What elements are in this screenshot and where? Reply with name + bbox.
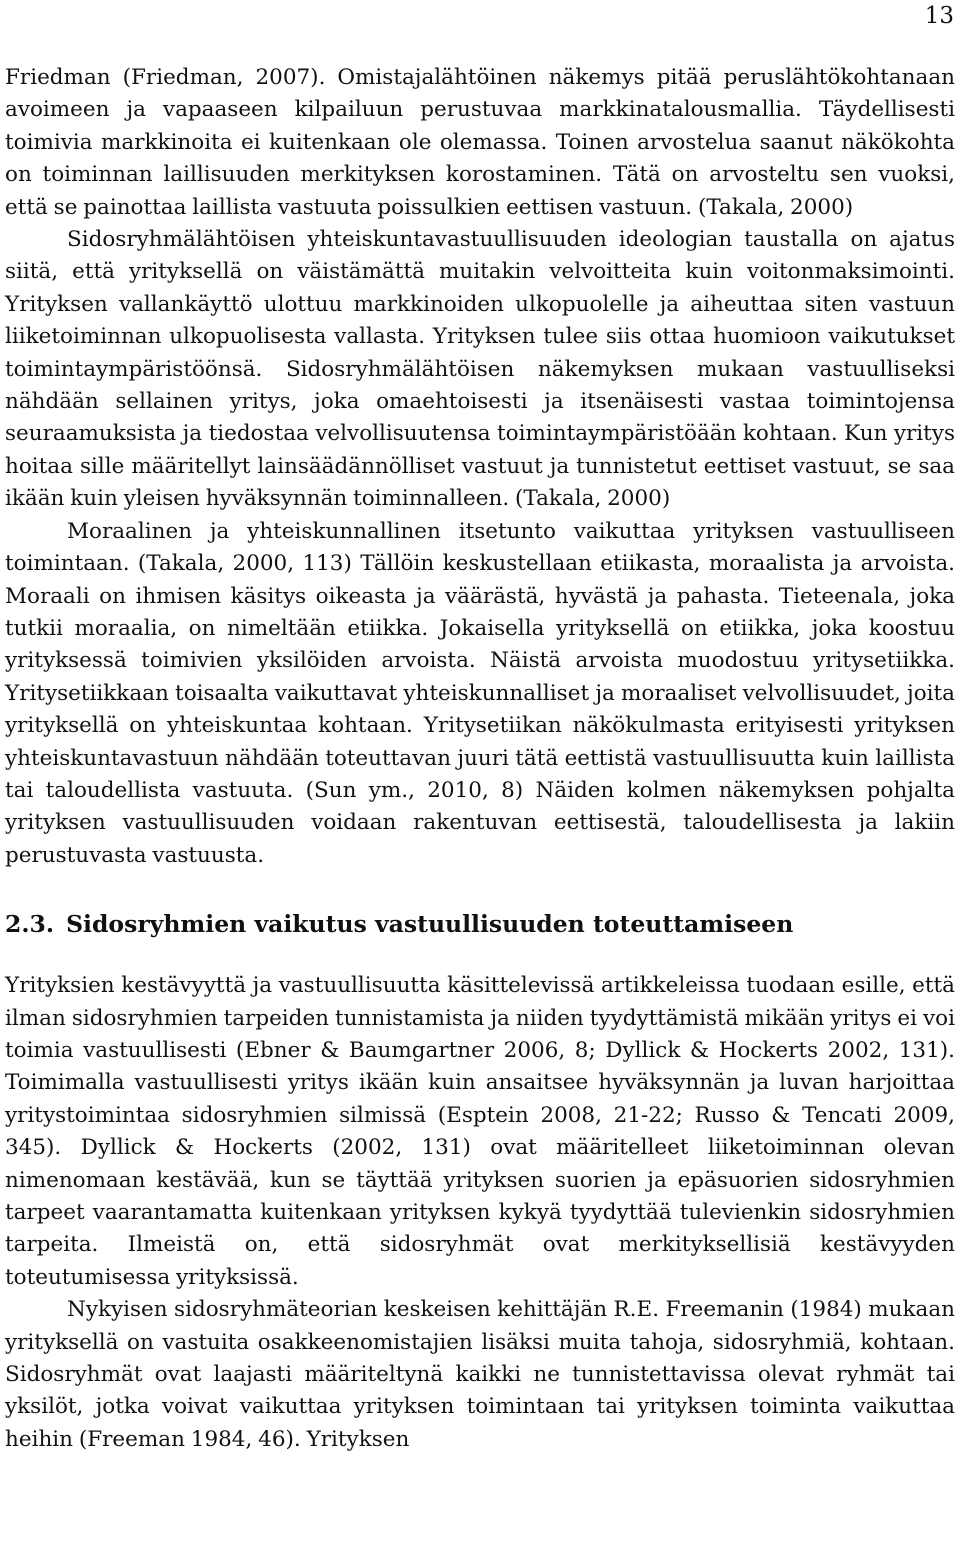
paragraph-sidosryhmalahtoinen: Sidosryhmälähtöisen yhteiskuntavastuullisuuden ideologian taustalla on ajatus siitä, että yrityksellä on väistämättä muitakin velvoitteita kuin voitonmaksimointi. Yrityksen vallankäyttö ulottuu markkinoiden ulkopuolelle ja aiheuttaa siten vastuun liiketoiminnan ulkopuolisesta vallasta. Yrityksen tulee siis ottaa huomioon vaikutukset toimintaympäristöönsä. Sidosryhmälähtöisen näkemyksen mukaan vastuulliseksi nähdään sellainen yritys, joka omaehtoisesti ja itsenäisesti vastaa toimintojensa seuraamuksista ja tiedostaa velvollisuutensa toimintaympäristöään kohtaan. Kun yritys hoitaa sille määritellyt lainsäädännölliset vastuut ja tunnistetut eettiset vastuut, se saa ikään kuin yleisen hyväksynnän toiminnalleen. (Takala, 2000) [5,227,955,512]
section-heading [5,908,955,940]
paragraph-kestavyys: Yrityksien kestävyyttä ja vastuullisuutta käsittelevissä artikkeleissa tuodaan esille, että ilman sidosryhmien tarpeiden tunnistamista ja niiden tyydyttämistä mikään yritys ei voi toimia vastuullisesti (Ebner & Baumgartner 2006, 8; Dyllick & Hockerts 2002, 131). Toimimalla vastuullisesti yritys ikään kuin ansaitsee hyväksynnän ja luvan harjoittaa yritystoimintaa sidosryhmien silmissä (Esptein 2008, 21-22; Russo & Tencati 2009, 345). Dyllick & Hockerts (2002, 131) ovat määritelleet liiketoiminnan olevan nimenomaan kestävää, kun se täyttää yrityksen suorien ja epäsuorien sidosryhmien tarpeet vaarantamatta kuitenkaan yrityksen kykyä tyydyttää tulevienkin sidosryhmien tarpeita. Ilmeistä on, että sidosryhmät ovat merkityksellisiä kestävyyden toteutumisessa yrityksissä. [5,973,955,1290]
paragraph-omistajalahtoinen: Friedman (Friedman, 2007). Omistajalähtöinen näkemys pitää peruslähtökohtanaan avoimeen ja vapaaseen kilpailuun perustuvaa markkinatalousmallia. Täydellisesti toimivia markkinoita ei kuitenkaan ole olemassa. Toinen arvostelua saanut näkökohta on toiminnan laillisuuden merkityksen korostaminen. Tätä on arvosteltu sen vuoksi, että se painottaa laillista vastuuta poissulkien eettisen vastuun. (Takala, 2000) [5,65,955,220]
paragraph-moraalinen: Moraalinen ja yhteiskunnallinen itsetunto vaikuttaa yrityksen vastuulliseen toimintaan. (Takala, 2000, 113) Tällöin keskustellaan etiikasta, moraalista ja arvoista. Moraali on ihmisen käsitys oikeasta ja väärästä, hyvästä ja pahasta. Tieteenala, joka tutkii moraalia, on nimeltään etiikka. Jokaisella yrityksellä on etiikka, joka koostuu yrityksessä toimivien yksilöiden arvoista. Näistä arvoista muodostuu yritysetiikka. Yritysetiikkaan toisaalta vaikuttavat yhteiskunnalliset ja moraaliset velvollisuudet, joita yrityksellä on yhteiskuntaa kohtaan. Yritysetiikan näkökulmasta erityisesti yrityksen yhteiskuntavastuun nähdään toteuttavan juuri tätä eettistä vastuullisuutta kuin laillista tai taloudellista vastuuta. (Sun ym., 2010, 8) Näiden kolmen näkemyksen pohjalta yrityksen vastuullisuuden voidaan rakentuvan eettisestä, taloudellisesta ja lakiin perustuvasta vastuusta. [5,518,955,868]
section-title: Sidosryhmien vaikutus vastuullisuuden toteuttamiseen [66,910,794,939]
section-number: 2.3. [5,910,55,939]
page-number: 13 [924,3,954,29]
document-body [5,62,955,1456]
paragraph-freeman: Nykyisen sidosryhmäteorian keskeisen kehittäjän R.E. Freemanin (1984) mukaan yrityksellä on vastuita osakkeenomistajien lisäksi muita tahoja, sidosryhmiä, kohtaan. Sidosryhmät ovat laajasti määriteltynä kaikki ne tunnistettavissa olevat ryhmät tai yksilöt, jotka voivat vaikuttaa yrityksen toimintaan tai yrityksen toiminta vaikuttaa heihin (Freeman 1984, 46). Yrityksen [5,1297,955,1452]
